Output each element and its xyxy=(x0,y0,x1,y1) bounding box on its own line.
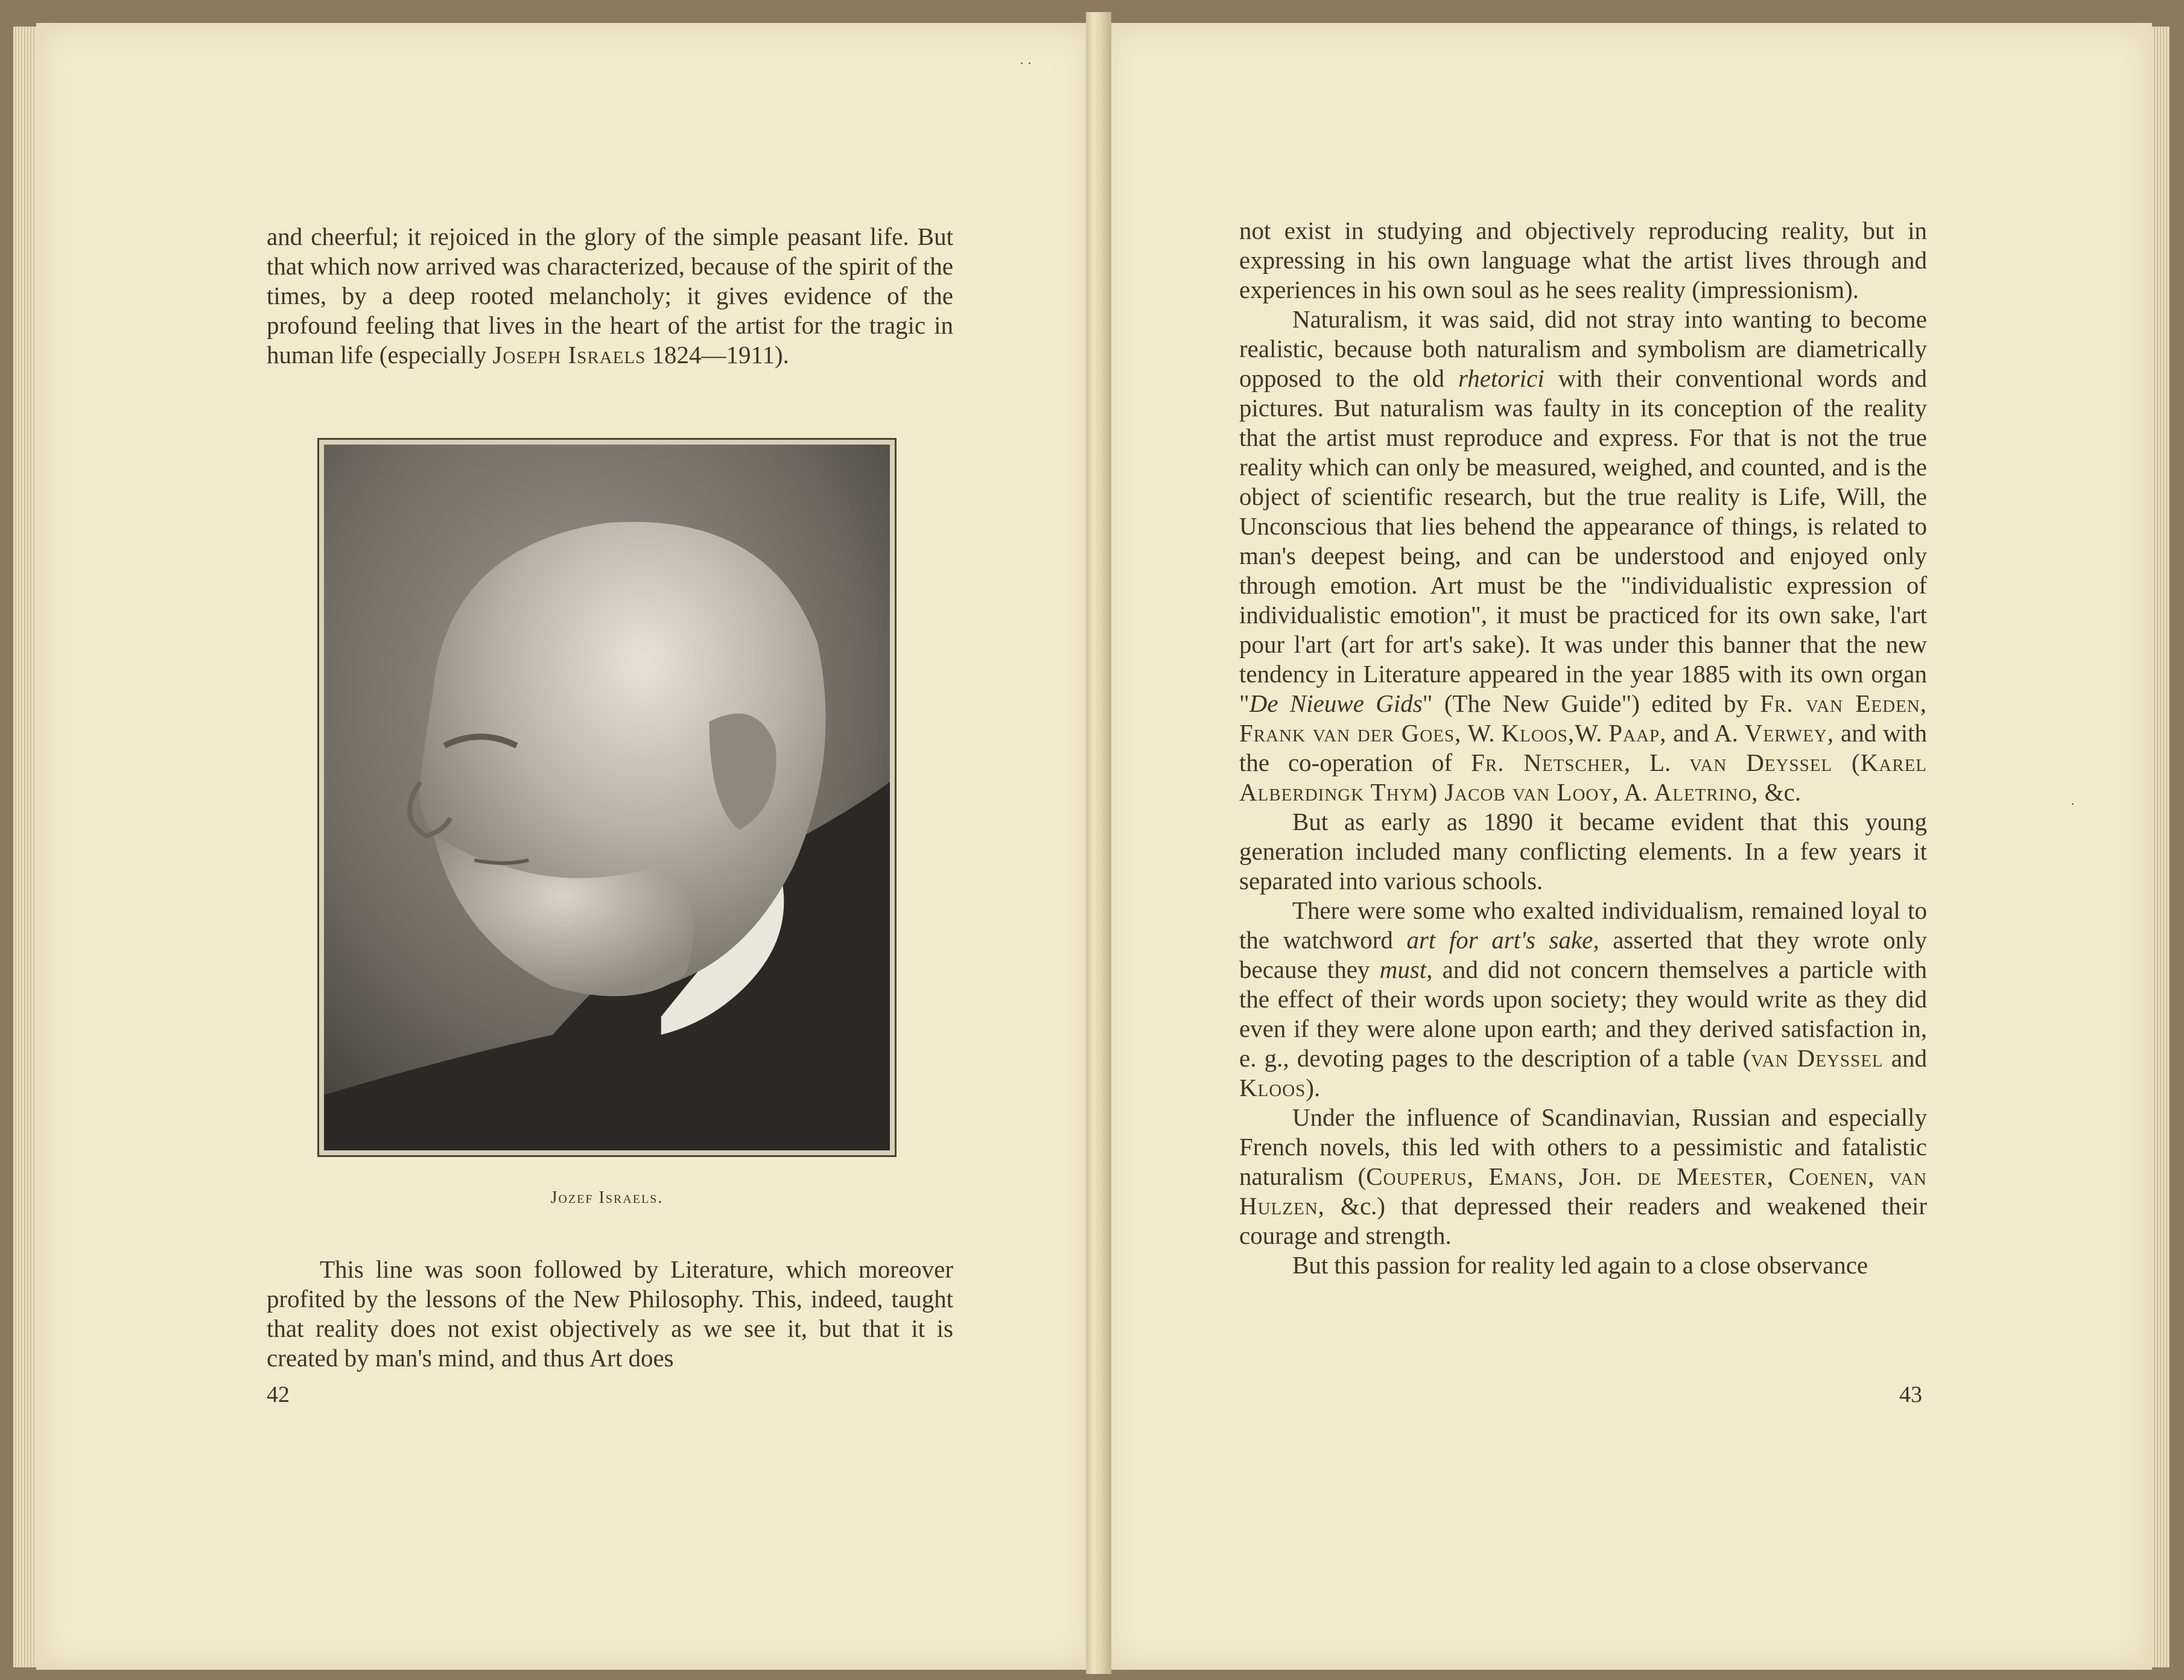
print-speck: · xyxy=(2071,796,2075,811)
page-edges-left xyxy=(13,27,37,1667)
figure-caption: Jozef Israels. xyxy=(550,1188,664,1207)
left-paragraph-top xyxy=(267,222,953,370)
portrait-figure xyxy=(317,438,897,1157)
paragraph-1: not exist in studying and objectively reproducing reality, but in expressing in his own language what the artist lives through and experiences in his own soul as he sees reality (impressionism). xyxy=(1239,217,1927,303)
artist-name: Joseph Israels xyxy=(492,341,646,369)
paragraph-2: Naturalism, it was said, did not stray into wanting to become realistic, because both naturalism and symbolism are diametrically opposed to the old rhetorici with their conventional words and pictures. But naturalism was faulty in its conception of the reality that the artist must reproduce and express. For that is not the true reality which can only be measured, weighed, and counted, and is the object of scientific research, but the true reality is Life, Will, the Unconscious that lies behend the appearance of things, is related to man's deepest being, and can be understood and enjoyed only through emotion. Art must be the "individualistic expression of individualistic emotion", it must be practiced for its own sake, l'art pour l'art (art for art's sake). It was under this banner that the new tendency in Literature appeared in the year 1885 with its own organ "De Nieuwe Gids" (The New Guide") edited by Fr. van Eeden, Frank van der Goes, W. Kloos,W. Paap, and A. Verwey, and with the co-operation of Fr. Netscher, L. van Deyssel (Karel Alberdingk Thym) Jacob van Looy, A. Aletrino, &c. xyxy=(1239,305,1928,806)
paragraph-4: There were some who exalted individualism, remained loyal to the watchword art for art's sake, asserted that they wrote only because they must, and did not concern themselves a particle with the effect of their words upon society; they would write as they did even if they were alone upon earth; and they derived satisfaction in, e. g., devoting pages to the description of a table (van Deyssel and Kloos). xyxy=(1239,896,1927,1102)
right-column-text xyxy=(1239,216,1927,1280)
paragraph-6: But this passion for reality led again to a close observance xyxy=(1292,1251,1868,1279)
book-gutter xyxy=(1086,12,1111,1674)
page-number-right: 43 xyxy=(1899,1382,1922,1407)
paragraph-text: and cheerful; it rejoiced in the glory of the simple peasant life. But that which now arrived was characterized, because of the spirit of the times, by a deep rooted melancholy; it gives evidence of the profound feeling that lives in the heart of the artist for the tragic in human life (especially xyxy=(267,223,953,369)
print-speck: · · xyxy=(1020,55,1032,71)
page-number-left: 42 xyxy=(267,1382,290,1407)
paragraph-text-end: 1824—1911). xyxy=(646,341,789,369)
paragraph-5: Under the influence of Scandinavian, Russian and especially French novels, this led with others to a pessimistic and fatalistic naturalism (Couperus, Emans, Joh. de Meester, Coenen, van Hulzen, &c.) that depressed their readers and weakened their courage and strength. xyxy=(1239,1103,1928,1249)
portrait-photo xyxy=(324,445,890,1150)
paragraph-3: But as early as 1890 it became evident that this young generation included many conflicting elements. In a few years it separated into various schools. xyxy=(1239,808,1927,895)
left-paragraph-bottom xyxy=(267,1255,953,1373)
paragraph-text: This line was soon followed by Literature, which moreover profited by the lessons of the New Philosophy. This, indeed, taught that reality does not exist objectively as we see it, but that it is created by man's mind, and thus Art does xyxy=(267,1255,953,1372)
page-edges-right xyxy=(2149,27,2170,1667)
